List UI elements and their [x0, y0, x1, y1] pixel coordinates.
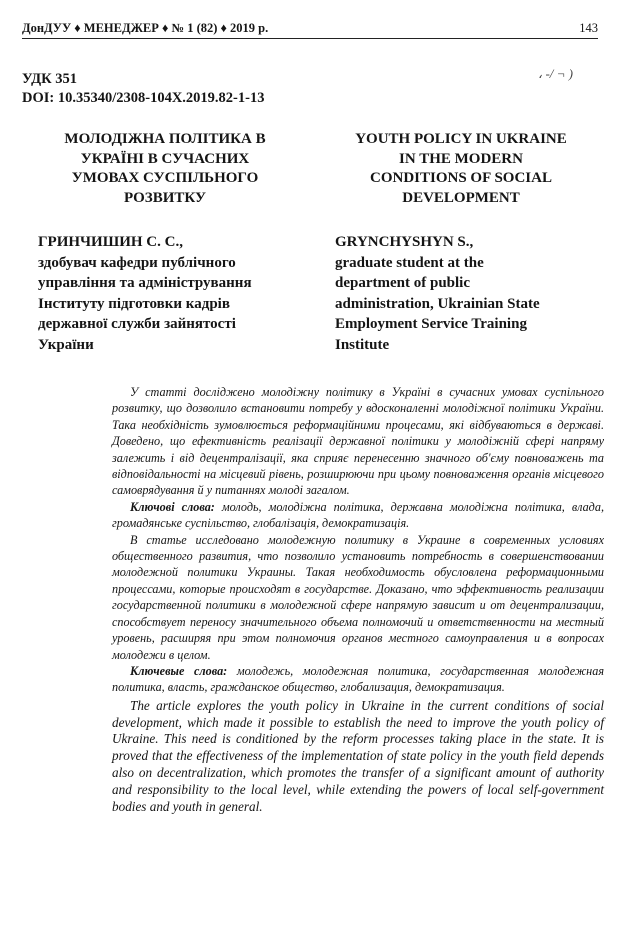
title-line: МОЛОДІЖНА ПОЛІТИКА В: [64, 131, 266, 147]
doi: DOI: 10.35340/2308-104X.2019.82-1-13: [22, 90, 265, 106]
abstract-block: [112, 384, 604, 815]
abstract-ukrainian: У статті досліджено молодіжну політику в Україні в сучасних умовах суспільного розвитку, що дозволило встановити потребу у вдосконаленні молодіжної політики України. Така необхідність зумовлюється реформаційними процесами, які відбуваються в державі. Доведено, що ефективність реалізації державної політики у молодіжній сфері напряму залежить і від децентралізації, яка сприяє перенесенню значного об'єму повноважень та відповідальності на місцевий рівень, розширюючи при цьому повноваження органів місцевого самоврядування й у питаннях молоді загалом.: [112, 385, 604, 498]
author-affiliation-line: administration, Ukrainian State: [335, 295, 540, 312]
abstract-russian: В статье исследовано молодежную политику в Украине в современных условиях общественного развития, что позволило установить потребность в совершенствовании молодежной политики Украины. Такая необходимость обусловлена реформационными процессами, которые происходят в государстве. Доказано, что эффективность реализации государственной политики в молодежной сфере напрямую зависит и от децентрализации, способствует переносу значительного объема полномочий и ответственности на местный уровень, расширяя при этом полномочия органов местного самоуправления и в вопросах молодежи в целом.: [112, 532, 604, 662]
article-identifiers: [22, 70, 264, 108]
running-header: [22, 20, 598, 39]
title-ukrainian: [30, 130, 300, 208]
author-affiliation-line: державної служби зайнятості: [38, 316, 236, 332]
author-affiliation-line: department of public: [335, 275, 470, 291]
author-name: ГРИНЧИШИН С. С.,: [38, 234, 183, 250]
title-line: IN THE MODERN: [399, 150, 523, 167]
author-english: [335, 232, 615, 355]
title-line: УКРАЇНІ В СУЧАСНИХ: [80, 150, 250, 167]
author-affiliation-line: Employment Service Training: [335, 316, 527, 332]
author-ukrainian: [38, 232, 318, 355]
author-affiliation-line: Інституту підготовки кадрів: [38, 295, 230, 312]
title-english: [326, 130, 596, 208]
page-number: 143: [579, 21, 598, 35]
author-affiliation-line: управління та адміністрування: [38, 275, 252, 291]
abstract-english: The article explores the youth policy in Ukraine in the current conditions of social development, which made it possible to establish the need to improve the youth policy of Ukraine. This need is conditioned by the reform processes taking place in the state. It is proved that the effectiveness of the implementation of state policy in the youth field depends also on decentralization, which promotes the transfer of a significant amount of authority and responsibility to the local level, while extending the powers of local self-government bodies and youth in general.: [112, 697, 604, 814]
keywords-label: Ключевые слова:: [130, 663, 228, 678]
author-affiliation-line: Institute: [335, 336, 390, 353]
title-line: DEVELOPMENT: [402, 189, 520, 206]
keywords-list: молодь, молодіжна політика, державна молодіжна політика, влада, громадянське суспільство, глобалізація, демократизація.: [112, 499, 604, 531]
title-line: УМОВАХ СУСПІЛЬНОГО: [71, 170, 259, 186]
keywords-russian: [112, 663, 604, 696]
author-affiliation-line: graduate student at the: [335, 254, 484, 271]
title-line: CONDITIONS OF SOCIAL: [370, 170, 552, 186]
author-affiliation-line: України: [38, 336, 94, 353]
author-affiliation-line: здобувач кафедри публічного: [38, 254, 236, 271]
keywords-label: Ключові слова:: [130, 499, 215, 514]
handwritten-margin-mark: ، -/ ¬ ): [538, 66, 573, 81]
title-line: YOUTH POLICY IN UKRAINE: [355, 131, 567, 147]
title-line: РОЗВИТКУ: [124, 189, 206, 206]
keywords-list: молодежь, молодежная политика, государственная молодежная политика, власть, гражданское общество, глобализация, демократизация.: [112, 663, 604, 695]
author-name: GRYNCHYSHYN S.,: [335, 234, 474, 250]
journal-running-title: ДонДУУ ♦ МЕНЕДЖЕР ♦ № 1 (82) ♦ 2019 р.: [22, 21, 269, 35]
keywords-ukrainian: [112, 499, 604, 532]
udc-code: УДК 351: [22, 71, 78, 87]
